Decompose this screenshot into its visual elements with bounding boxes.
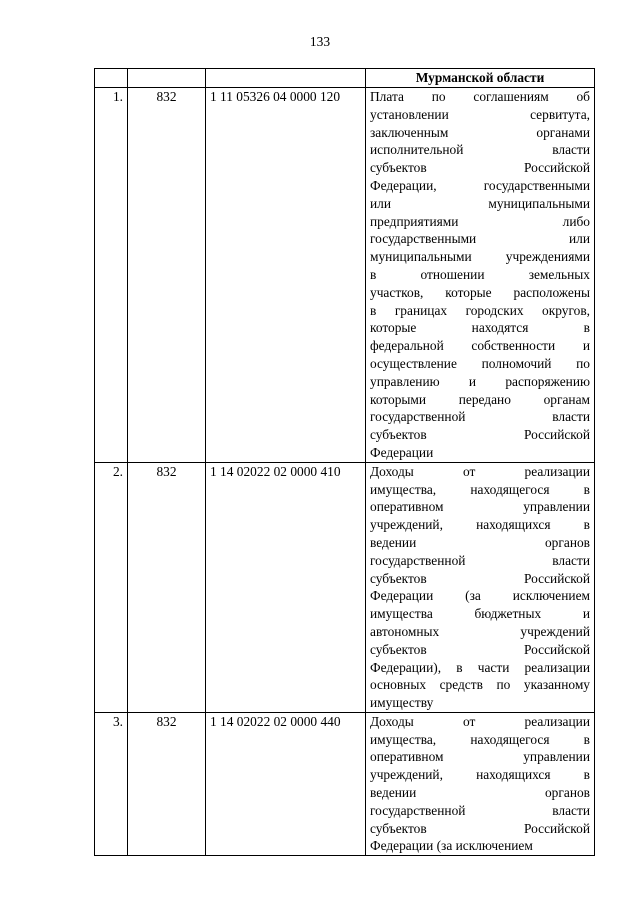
description-line: предприятиями либо	[370, 213, 590, 229]
description-line: в отношении земельных	[370, 266, 590, 282]
row-number: 3.	[95, 712, 128, 855]
description-line: Доходы от реализации	[370, 463, 590, 479]
revenue-description	[366, 88, 595, 463]
description-line: субъектов Российской	[370, 641, 590, 657]
budget-classification-code: 1 14 02022 02 0000 410	[206, 462, 366, 712]
description-line: управлению и распоряжению	[370, 373, 590, 389]
description-line: имущества, находящегося в	[370, 481, 590, 497]
description-line: муниципальными учреждениями	[370, 249, 590, 265]
description-line: государственной власти	[370, 802, 590, 818]
description-line: имущества, находящегося в	[370, 731, 590, 747]
description-line: участков, которые расположены	[370, 284, 590, 300]
description-line: Федерации (за исключением	[370, 588, 590, 604]
description-line: заключенным органами	[370, 124, 590, 140]
description-line: субъектов Российской	[370, 160, 590, 176]
description-line: или муниципальными	[370, 195, 590, 211]
description-line: осуществление полномочий по	[370, 355, 590, 371]
admin-code: 832	[128, 88, 206, 463]
revenue-description	[366, 712, 595, 855]
description-line: автономных учреждений	[370, 623, 590, 639]
description-line: которые находятся в	[370, 320, 590, 336]
admin-code: 832	[128, 462, 206, 712]
description-line: исполнительной власти	[370, 142, 590, 158]
description-line: Федерации), в части реализации	[370, 659, 590, 675]
description-line: государственными или	[370, 231, 590, 247]
description-line: оперативном управлении	[370, 499, 590, 515]
description-line: государственной власти	[370, 409, 590, 425]
page-number: 133	[309, 34, 331, 49]
description-line: Федерации (за исключением	[370, 838, 533, 854]
description-line: учреждений, находящихся в	[370, 767, 590, 783]
description-line: оперативном управлении	[370, 749, 590, 765]
description-line: субъектов Российской	[370, 427, 590, 443]
header-cell-kbk	[206, 69, 366, 88]
admin-code: 832	[128, 712, 206, 855]
budget-classification-code: 1 14 02022 02 0000 440	[206, 712, 366, 855]
description-line: Федерации, государственными	[370, 177, 590, 193]
description-line: субъектов Российской	[370, 570, 590, 586]
header-cell-num	[95, 69, 128, 88]
description-line: ведении органов	[370, 785, 590, 801]
description-line: учреждений, находящихся в	[370, 517, 590, 533]
description-line: государственной власти	[370, 552, 590, 568]
description-line: федеральной собственности и	[370, 338, 590, 354]
revenue-table	[94, 68, 595, 856]
description-line: имуществу	[370, 695, 434, 711]
row-number: 2.	[95, 462, 128, 712]
description-line: Федерации	[370, 444, 434, 460]
description-line: которыми передано органам	[370, 391, 590, 407]
table-row	[95, 88, 595, 463]
description-line: имущества бюджетных и	[370, 606, 590, 622]
description-line: в границах городских округов,	[370, 302, 590, 318]
table-row	[95, 462, 595, 712]
budget-classification-code: 1 11 05326 04 0000 120	[206, 88, 366, 463]
description-line: установлении сервитута,	[370, 106, 590, 122]
description-line: основных средств по указанному	[370, 677, 590, 693]
header-cell-admin	[128, 69, 206, 88]
header-cell-region: Мурманской области	[366, 69, 595, 88]
table-row	[95, 712, 595, 855]
description-line: субъектов Российской	[370, 820, 590, 836]
description-line: ведении органов	[370, 534, 590, 550]
revenue-description	[366, 462, 595, 712]
description-line: Доходы от реализации	[370, 713, 590, 729]
table-header-row	[95, 69, 595, 88]
description-line: Плата по соглашениям об	[370, 89, 590, 104]
row-number: 1.	[95, 88, 128, 463]
